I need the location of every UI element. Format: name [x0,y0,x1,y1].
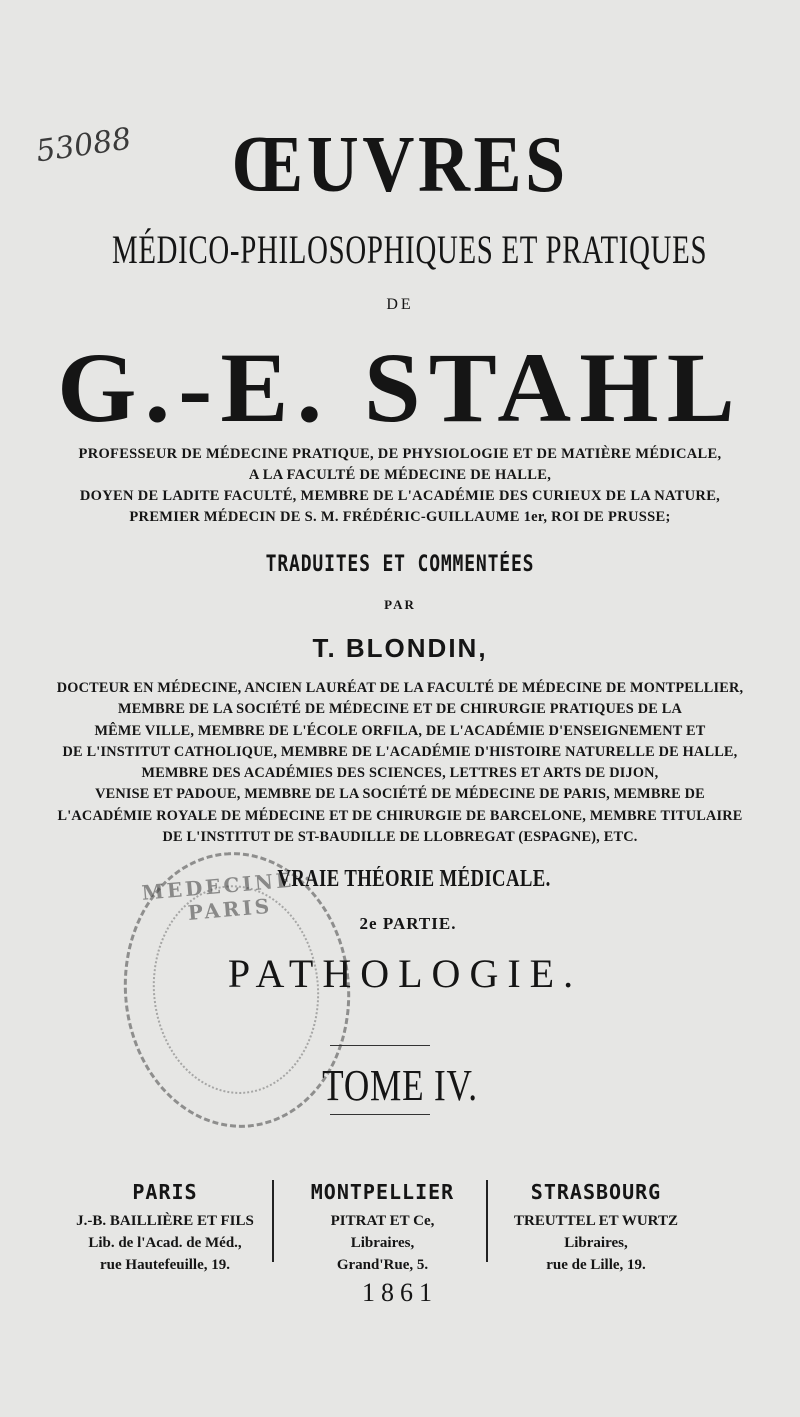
translator-credit-line: DOCTEUR EN MÉDECINE, ANCIEN LAURÉAT DE LA FACULTÉ DE MÉDECINE DE MONTPELLIER, [56,680,744,696]
publisher-line: rue de Lille, 19. [546,1257,646,1273]
publisher-strasbourg [496,1180,696,1276]
translator-credit-line: DE L'INSTITUT CATHOLIQUE, MEMBRE DE L'ACADÉMIE D'HISTOIRE NATURELLE DE HALLE, [62,743,738,760]
preposition-par: PAR [384,597,416,612]
publisher-separator [272,1180,274,1262]
translator-name: T. BLONDIN, [312,633,488,663]
author-credit-line: A LA FACULTÉ DE MÉDECINE DE HALLE, [248,467,552,483]
author-credit-line: PROFESSEUR DE MÉDECINE PRATIQUE, DE PHYSIOLOGIE ET DE MATIÈRE MÉDICALE, [78,446,722,462]
publisher-line: rue Hautefeuille, 19. [100,1257,230,1273]
work-title: ŒUVRES [231,121,569,209]
publisher-city: STRASBOURG [530,1180,662,1204]
translator-credit-line: MEMBRE DES ACADÉMIES DES SCIENCES, LETTRES ET ARTS DE DIJON, [141,765,659,782]
divider-rule [330,1114,430,1115]
publisher-city: MONTPELLIER [310,1180,455,1204]
divider-rule [330,1045,430,1046]
publisher-montpellier [285,1180,480,1276]
translator-credit-line: MEMBRE DE LA SOCIÉTÉ DE MÉDECINE ET DE CHIRURGIE PRATIQUES DE LA [118,701,682,718]
author-credit-line: PREMIER MÉDECIN DE S. M. FRÉDÉRIC-GUILLAUME 1er, ROI DE PRUSSE; [129,509,671,525]
publisher-line: PITRAT ET Ce, [330,1213,435,1229]
preposition-de: DE [386,296,414,313]
translated-heading: TRADUITES ET COMMENTÉES [265,552,535,577]
publisher-line: TREUTTEL ET WURTZ [514,1213,678,1229]
work-subtitle: MÉDICO-PHILOSOPHIQUES ET PRATIQUES [112,227,708,272]
volume-number: TOME IV. [322,1061,478,1110]
publisher-line: Lib. de l'Acad. de Méd., [88,1235,242,1251]
part-number: 2e PARTIE. [359,914,457,933]
publisher-line: Grand'Rue, 5. [336,1257,429,1273]
author-name: G.-E. STAHL [57,332,743,443]
translator-credit-line: DE L'INSTITUT DE ST-BAUDILLE DE LLOBREGAT (ESPAGNE), ETC. [162,829,638,846]
author-credits [0,444,800,528]
author-credit-line: DOYEN DE LADITE FACULTÉ, MEMBRE DE L'ACADÉMIE DES CURIEUX DE LA NATURE, [79,488,721,504]
treatise-title: VRAIE THÉORIE MÉDICALE. [277,866,551,892]
publisher-city: PARIS [132,1180,198,1204]
translator-credits [0,678,800,848]
publisher-line: Libraires, [564,1235,628,1251]
handwritten-shelfmark: 53088 [34,121,134,170]
translator-credit-line: L'ACADÉMIE ROYALE DE MÉDECINE ET DE CHIRURGIE DE BARCELONE, MEMBRE TITULAIRE [57,807,743,824]
section-title: PATHOLOGIE. [227,951,583,996]
publisher-line: Libraires, [350,1235,415,1251]
library-stamp-text: MEDECINE · PARIS [140,865,315,925]
translator-credit-line: VENISE ET PADOUE, MEMBRE DE LA SOCIÉTÉ DE MÉDECINE DE PARIS, MEMBRE DE [95,786,705,803]
publisher-paris [60,1180,270,1276]
publication-year: 1861 [362,1278,438,1307]
publisher-separator [486,1180,488,1262]
publisher-line: J.-B. BAILLIÈRE ET FILS [76,1213,254,1229]
translator-credit-line: MÊME VILLE, MEMBRE DE L'ÉCOLE ORFILA, DE L'ACADÉMIE D'ENSEIGNEMENT ET [94,722,706,739]
